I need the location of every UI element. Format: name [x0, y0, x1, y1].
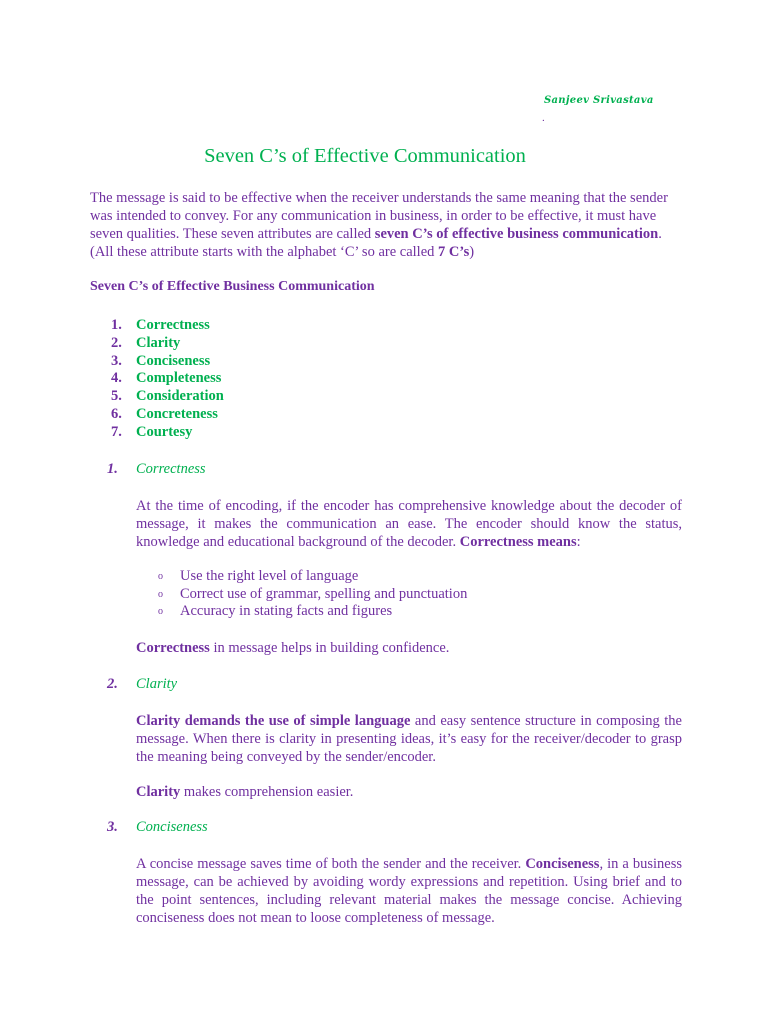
clarity-summary: [136, 783, 682, 801]
correctness-paragraph: [136, 497, 682, 551]
intro-text-1: The message is said to be effective when the receiver understands the same meaning that the sender was intended to convey. For any communication in business, in order to be effective, it must have seven qualities. These seven attributes are called: [90, 190, 668, 242]
list-item: [107, 406, 224, 424]
conciseness-text: A concise message saves time of both the sender and the receiver.: [136, 856, 526, 872]
section-subheading: Seven C’s of Effective Business Communication: [90, 279, 375, 294]
list-item-label: Courtesy: [136, 423, 193, 440]
bullet-item: [158, 603, 467, 621]
section-number: 3.: [107, 819, 118, 835]
intro-bold-1: seven C’s of effective business communication: [374, 226, 659, 242]
list-item-label: Correctness: [136, 317, 210, 333]
correctness-summary-bold: Correctness: [136, 640, 210, 656]
list-item: [107, 317, 224, 335]
list-item: [107, 353, 224, 371]
list-item-label: Conciseness: [136, 352, 211, 369]
page-title: Seven C’s of Effective Communication: [204, 145, 526, 167]
bullet-text: Accuracy in stating facts and figures: [180, 603, 393, 619]
list-item-label: Concreteness: [136, 405, 218, 422]
intro-bold-2: 7 C’s: [438, 244, 470, 260]
list-item-number: 3.: [111, 352, 122, 369]
clarity-summary-text: makes comprehension easier.: [180, 784, 354, 800]
bullet-text: Correct use of grammar, spelling and punctuation: [180, 585, 468, 602]
bullet-circle-icon: o: [158, 606, 163, 617]
correctness-summary-text: in message helps in building confidence.: [209, 640, 450, 656]
intro-text-2: . (All these attribute starts with the alphabet ‘C’ so are called: [90, 226, 662, 260]
section-heading-conciseness: [107, 819, 208, 836]
correctness-text-end: :: [576, 534, 581, 550]
clarity-text: and easy sentence structure in composing the message. When there is clarity in presenting ideas, it’s easy for the receiver/decoder to grasp the meaning being conveyed by the sender/encoder.: [136, 713, 682, 765]
bullet-circle-icon: o: [158, 588, 163, 600]
conciseness-paragraph: [136, 855, 682, 927]
list-item-label: Clarity: [136, 334, 181, 351]
list-item-number: 7.: [111, 423, 122, 440]
list-item-number: 2.: [111, 334, 122, 351]
bullet-text: Use the right level of language: [180, 568, 359, 584]
bullet-item: [158, 568, 467, 586]
list-item-number: 1.: [111, 317, 122, 333]
conciseness-text-end: , in a business message, can be achieved by avoiding wordy expressions and repetition. Using brief and to the point sentences, including relevant material makes the message concise. Achieving conciseness does not mean to loose completeness of message.: [136, 856, 682, 926]
section-number: 2.: [107, 676, 118, 692]
section-heading-correctness: [107, 461, 206, 478]
clarity-bold: Clarity demands the use of simple language: [136, 713, 411, 729]
clarity-summary-bold: Clarity: [136, 784, 181, 800]
list-item: [107, 388, 224, 406]
author-mark: .: [542, 112, 545, 124]
list-item-number: 6.: [111, 405, 122, 422]
section-number: 1.: [107, 461, 118, 477]
bullet-item: [158, 586, 467, 604]
clarity-paragraph: [136, 712, 682, 766]
list-item: [107, 424, 224, 442]
correctness-bullet-list: [158, 568, 467, 621]
list-item-label: Consideration: [136, 388, 224, 405]
section-heading-label: Correctness: [136, 461, 206, 477]
list-item-label: Completeness: [136, 370, 222, 387]
correctness-text: At the time of encoding, if the encoder has comprehensive knowledge about the decoder of message, it makes the communication an ease. The encoder should know the status, knowledge and educational background of the decoder.: [136, 498, 682, 550]
list-item: [107, 335, 224, 353]
section-heading-clarity: [107, 676, 177, 693]
conciseness-bold: Conciseness: [525, 856, 600, 872]
intro-text-3: ): [469, 244, 475, 260]
section-heading-label: Clarity: [136, 676, 178, 692]
bullet-circle-icon: o: [158, 571, 163, 582]
correctness-bold: Correctness means: [459, 534, 577, 550]
section-heading-label: Conciseness: [136, 819, 208, 835]
intro-paragraph: [90, 189, 682, 261]
author-signature: Sanjeev Srivastava: [544, 95, 654, 106]
correctness-summary: [136, 639, 682, 657]
list-item-number: 5.: [111, 388, 122, 405]
list-item-number: 4.: [111, 370, 122, 387]
seven-cs-list: [107, 317, 224, 442]
list-item: [107, 370, 224, 388]
